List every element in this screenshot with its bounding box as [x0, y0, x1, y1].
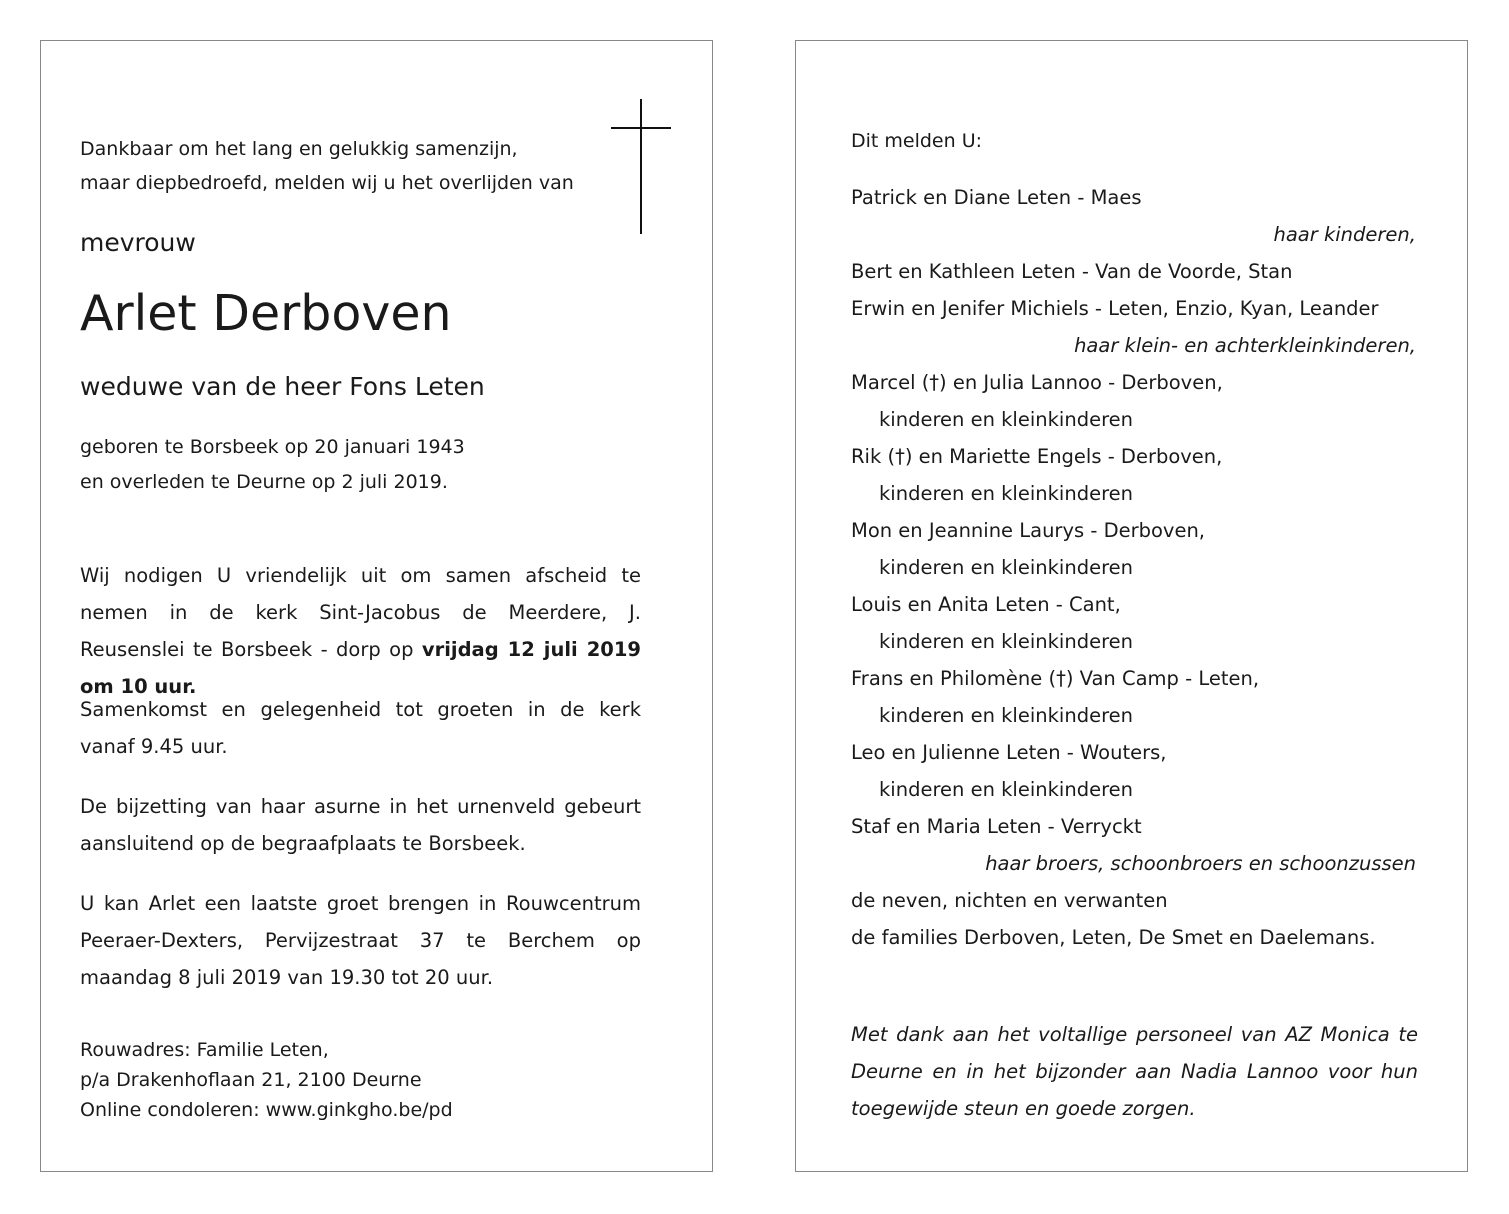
born-line: geboren te Borsbeek op 20 januari 1943 [80, 436, 465, 458]
family-line: Patrick en Diane Leten - Maes [851, 186, 1142, 209]
cross-icon-bar [611, 127, 671, 129]
family-line: Marcel (†) en Julia Lannoo - Derboven, [851, 371, 1223, 394]
family-subline: kinderen en kleinkinderen [879, 482, 1134, 505]
address-line-2: p/a Drakenhoflaan 21, 2100 Deurne [80, 1069, 422, 1091]
family-subline: kinderen en kleinkinderen [879, 630, 1134, 653]
family-line: de families Derboven, Leten, De Smet en Daelemans. [851, 926, 1376, 949]
salutation: mevrouw [80, 228, 196, 257]
relation-label: haar klein- en achterkleinkinderen, [1074, 334, 1416, 357]
intro-line-2: maar diepbedroefd, melden wij u het overlijden van [80, 172, 574, 194]
visit-paragraph: U kan Arlet een laatste groet brengen in Rouwcentrum Peeraer-Dexters, Pervijzestraat 37 te Berchem op maandag 8 juli 2019 van 19.30 tot 20 uur. [80, 892, 641, 989]
family-line: Louis en Anita Leten - Cant, [851, 593, 1121, 616]
family-line: Erwin en Jenifer Michiels - Leten, Enzio, Kyan, Leander [851, 297, 1379, 320]
family-subline: kinderen en kleinkinderen [879, 556, 1134, 579]
deceased-name: Arlet Derboven [80, 285, 452, 342]
cross-icon [640, 99, 642, 234]
family-line: de neven, nichten en verwanten [851, 889, 1168, 912]
left-card-page [40, 40, 713, 1172]
announcers-header: Dit melden U: [851, 130, 983, 152]
thanks-paragraph: Met dank aan het voltallige personeel van AZ Monica te Deurne en in het bijzonder aan Nadia Lannoo voor hun toegewijde steun en goede zorgen. [851, 1023, 1418, 1120]
invitation-paragraph [80, 557, 641, 705]
gathering-paragraph: Samenkomst en gelegenheid tot groeten in de kerk vanaf 9.45 uur. [80, 698, 641, 758]
family-line: Leo en Julienne Leten - Wouters, [851, 741, 1167, 764]
family-line: Staf en Maria Leten - Verryckt [851, 815, 1142, 838]
invitation-text: Wij nodigen U vriendelijk uit om samen afscheid te nemen in de kerk Sint-Jacobus de Meerdere, J. Reusenslei te Borsbeek - dorp op [80, 564, 641, 661]
family-subline: kinderen en kleinkinderen [879, 704, 1134, 727]
relation-label: haar kinderen, [1273, 223, 1416, 246]
family-line: Rik (†) en Mariette Engels - Derboven, [851, 445, 1223, 468]
service-date: vrijdag 12 juli 2019 om 10 uur. [80, 638, 642, 698]
condolence-line: Online condoleren: www.ginkgho.be/pd [80, 1099, 453, 1121]
family-subline: kinderen en kleinkinderen [879, 778, 1134, 801]
widow-of: weduwe van de heer Fons Leten [80, 372, 485, 401]
relation-label: haar broers, schoonbroers en schoonzussen [985, 852, 1416, 875]
family-line: Bert en Kathleen Leten - Van de Voorde, Stan [851, 260, 1293, 283]
family-line: Mon en Jeannine Laurys - Derboven, [851, 519, 1206, 542]
family-subline: kinderen en kleinkinderen [879, 408, 1134, 431]
right-card-page [795, 40, 1468, 1172]
died-line: en overleden te Deurne op 2 juli 2019. [80, 471, 448, 493]
family-line: Frans en Philomène (†) Van Camp - Leten, [851, 667, 1260, 690]
intro-line-1: Dankbaar om het lang en gelukkig samenzijn, [80, 138, 518, 160]
address-line-1: Rouwadres: Familie Leten, [80, 1039, 329, 1061]
burial-paragraph: De bijzetting van haar asurne in het urnenveld gebeurt aansluitend op de begraafplaats te Borsbeek. [80, 795, 641, 855]
